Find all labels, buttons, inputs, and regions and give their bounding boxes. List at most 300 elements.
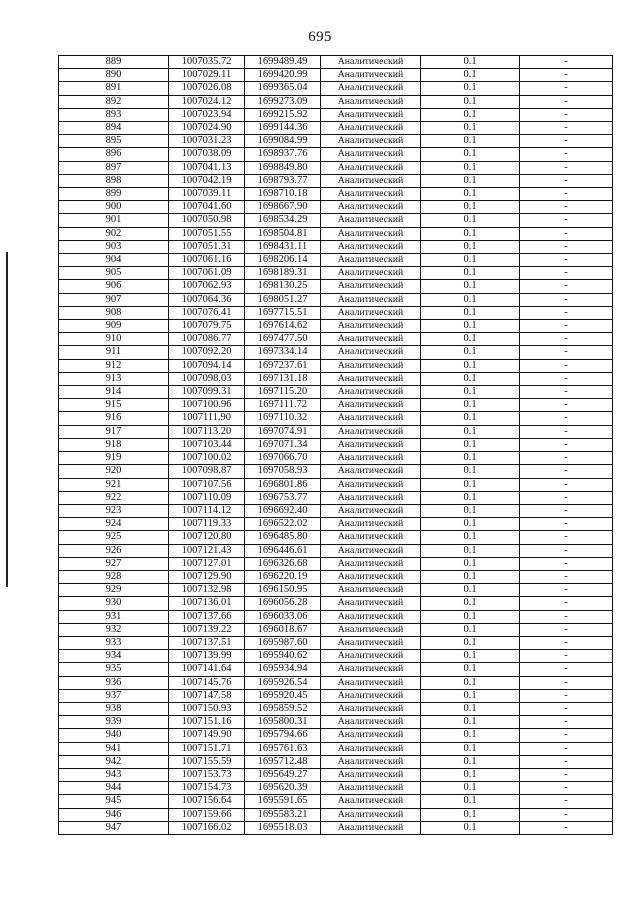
x-coordinate-cell: 1007139.99 xyxy=(169,650,245,663)
note-cell: - xyxy=(520,531,613,544)
point-number-cell: 905 xyxy=(59,267,169,280)
note-cell: - xyxy=(520,544,613,557)
x-coordinate-cell: 1007151.16 xyxy=(169,716,245,729)
point-number-cell: 922 xyxy=(59,491,169,504)
table-row xyxy=(59,782,613,795)
accuracy-cell: 0.1 xyxy=(421,782,520,795)
note-cell: - xyxy=(520,333,613,346)
note-cell: - xyxy=(520,438,613,451)
table-row xyxy=(59,135,613,148)
x-coordinate-cell: 1007137.66 xyxy=(169,610,245,623)
y-coordinate-cell: 1695583.21 xyxy=(245,808,321,821)
y-coordinate-cell: 1696150.95 xyxy=(245,584,321,597)
y-coordinate-cell: 1696446.61 xyxy=(245,544,321,557)
point-number-cell: 932 xyxy=(59,623,169,636)
method-cell: Аналитический xyxy=(321,702,421,715)
table-row xyxy=(59,544,613,557)
accuracy-cell: 0.1 xyxy=(421,280,520,293)
accuracy-cell: 0.1 xyxy=(421,161,520,174)
note-cell: - xyxy=(520,161,613,174)
x-coordinate-cell: 1007038.09 xyxy=(169,148,245,161)
y-coordinate-cell: 1697066.70 xyxy=(245,452,321,465)
y-coordinate-cell: 1697071.34 xyxy=(245,438,321,451)
table-row xyxy=(59,82,613,95)
note-cell: - xyxy=(520,56,613,69)
y-coordinate-cell: 1697110.32 xyxy=(245,412,321,425)
accuracy-cell: 0.1 xyxy=(421,518,520,531)
y-coordinate-cell: 1698937.76 xyxy=(245,148,321,161)
table-row xyxy=(59,689,613,702)
table-row xyxy=(59,108,613,121)
note-cell: - xyxy=(520,768,613,781)
table-row xyxy=(59,531,613,544)
table-row xyxy=(59,227,613,240)
note-cell: - xyxy=(520,782,613,795)
table-row xyxy=(59,56,613,69)
method-cell: Аналитический xyxy=(321,320,421,333)
x-coordinate-cell: 1007024.12 xyxy=(169,95,245,108)
accuracy-cell: 0.1 xyxy=(421,240,520,253)
accuracy-cell: 0.1 xyxy=(421,623,520,636)
table-row xyxy=(59,702,613,715)
x-coordinate-cell: 1007149.90 xyxy=(169,729,245,742)
table-row xyxy=(59,306,613,319)
note-cell: - xyxy=(520,122,613,135)
method-cell: Аналитический xyxy=(321,504,421,517)
x-coordinate-cell: 1007061.16 xyxy=(169,254,245,267)
note-cell: - xyxy=(520,372,613,385)
point-number-cell: 907 xyxy=(59,293,169,306)
note-cell: - xyxy=(520,465,613,478)
y-coordinate-cell: 1696033.06 xyxy=(245,610,321,623)
accuracy-cell: 0.1 xyxy=(421,56,520,69)
method-cell: Аналитический xyxy=(321,438,421,451)
point-number-cell: 938 xyxy=(59,702,169,715)
x-coordinate-cell: 1007166.02 xyxy=(169,821,245,834)
note-cell: - xyxy=(520,610,613,623)
x-coordinate-cell: 1007107.56 xyxy=(169,478,245,491)
note-cell: - xyxy=(520,320,613,333)
x-coordinate-cell: 1007120.80 xyxy=(169,531,245,544)
point-number-cell: 901 xyxy=(59,214,169,227)
y-coordinate-cell: 1699084.99 xyxy=(245,135,321,148)
accuracy-cell: 0.1 xyxy=(421,95,520,108)
method-cell: Аналитический xyxy=(321,663,421,676)
accuracy-cell: 0.1 xyxy=(421,531,520,544)
table-row xyxy=(59,293,613,306)
accuracy-cell: 0.1 xyxy=(421,795,520,808)
method-cell: Аналитический xyxy=(321,161,421,174)
note-cell: - xyxy=(520,201,613,214)
point-number-cell: 933 xyxy=(59,636,169,649)
y-coordinate-cell: 1696801.86 xyxy=(245,478,321,491)
note-cell: - xyxy=(520,729,613,742)
y-coordinate-cell: 1696522.02 xyxy=(245,518,321,531)
y-coordinate-cell: 1697131.18 xyxy=(245,372,321,385)
table-row xyxy=(59,69,613,82)
point-number-cell: 915 xyxy=(59,399,169,412)
y-coordinate-cell: 1697614.62 xyxy=(245,320,321,333)
x-coordinate-cell: 1007145.76 xyxy=(169,676,245,689)
table-row xyxy=(59,399,613,412)
point-number-cell: 919 xyxy=(59,452,169,465)
x-coordinate-cell: 1007114.12 xyxy=(169,504,245,517)
note-cell: - xyxy=(520,702,613,715)
point-number-cell: 946 xyxy=(59,808,169,821)
x-coordinate-cell: 1007062.93 xyxy=(169,280,245,293)
accuracy-cell: 0.1 xyxy=(421,491,520,504)
note-cell: - xyxy=(520,821,613,834)
accuracy-cell: 0.1 xyxy=(421,465,520,478)
point-number-cell: 941 xyxy=(59,742,169,755)
method-cell: Аналитический xyxy=(321,452,421,465)
table-row xyxy=(59,267,613,280)
note-cell: - xyxy=(520,597,613,610)
table-row xyxy=(59,491,613,504)
table-row xyxy=(59,597,613,610)
table-row xyxy=(59,478,613,491)
x-coordinate-cell: 1007111.90 xyxy=(169,412,245,425)
accuracy-cell: 0.1 xyxy=(421,808,520,821)
point-number-cell: 918 xyxy=(59,438,169,451)
x-coordinate-cell: 1007141.64 xyxy=(169,663,245,676)
x-coordinate-cell: 1007100.96 xyxy=(169,399,245,412)
accuracy-cell: 0.1 xyxy=(421,504,520,517)
accuracy-cell: 0.1 xyxy=(421,201,520,214)
y-coordinate-cell: 1695761.63 xyxy=(245,742,321,755)
x-coordinate-cell: 1007039.11 xyxy=(169,188,245,201)
x-coordinate-cell: 1007150.93 xyxy=(169,702,245,715)
point-number-cell: 923 xyxy=(59,504,169,517)
y-coordinate-cell: 1697334.14 xyxy=(245,346,321,359)
accuracy-cell: 0.1 xyxy=(421,663,520,676)
note-cell: - xyxy=(520,174,613,187)
note-cell: - xyxy=(520,742,613,755)
method-cell: Аналитический xyxy=(321,795,421,808)
point-number-cell: 921 xyxy=(59,478,169,491)
y-coordinate-cell: 1699365.04 xyxy=(245,82,321,95)
x-coordinate-cell: 1007064.36 xyxy=(169,293,245,306)
note-cell: - xyxy=(520,82,613,95)
table-row xyxy=(59,636,613,649)
table-row xyxy=(59,465,613,478)
point-number-cell: 934 xyxy=(59,650,169,663)
method-cell: Аналитический xyxy=(321,122,421,135)
point-number-cell: 902 xyxy=(59,227,169,240)
y-coordinate-cell: 1695794.66 xyxy=(245,729,321,742)
y-coordinate-cell: 1698206.14 xyxy=(245,254,321,267)
table-row xyxy=(59,768,613,781)
point-number-cell: 899 xyxy=(59,188,169,201)
x-coordinate-cell: 1007127.01 xyxy=(169,557,245,570)
note-cell: - xyxy=(520,135,613,148)
x-coordinate-cell: 1007103.44 xyxy=(169,438,245,451)
page-number: 695 xyxy=(308,29,332,45)
method-cell: Аналитический xyxy=(321,254,421,267)
x-coordinate-cell: 1007035.72 xyxy=(169,56,245,69)
x-coordinate-cell: 1007154.73 xyxy=(169,782,245,795)
x-coordinate-cell: 1007076.41 xyxy=(169,306,245,319)
point-number-cell: 939 xyxy=(59,716,169,729)
table-row xyxy=(59,95,613,108)
method-cell: Аналитический xyxy=(321,95,421,108)
accuracy-cell: 0.1 xyxy=(421,399,520,412)
table-row xyxy=(59,676,613,689)
y-coordinate-cell: 1699489.49 xyxy=(245,56,321,69)
method-cell: Аналитический xyxy=(321,478,421,491)
note-cell: - xyxy=(520,346,613,359)
y-coordinate-cell: 1698051.27 xyxy=(245,293,321,306)
y-coordinate-cell: 1696485.80 xyxy=(245,531,321,544)
method-cell: Аналитический xyxy=(321,148,421,161)
y-coordinate-cell: 1699215.92 xyxy=(245,108,321,121)
accuracy-cell: 0.1 xyxy=(421,174,520,187)
accuracy-cell: 0.1 xyxy=(421,676,520,689)
method-cell: Аналитический xyxy=(321,214,421,227)
x-coordinate-cell: 1007136.01 xyxy=(169,597,245,610)
y-coordinate-cell: 1697715.51 xyxy=(245,306,321,319)
y-coordinate-cell: 1698849.80 xyxy=(245,161,321,174)
y-coordinate-cell: 1697058.93 xyxy=(245,465,321,478)
accuracy-cell: 0.1 xyxy=(421,821,520,834)
method-cell: Аналитический xyxy=(321,689,421,702)
y-coordinate-cell: 1696220.19 xyxy=(245,570,321,583)
point-number-cell: 935 xyxy=(59,663,169,676)
method-cell: Аналитический xyxy=(321,306,421,319)
accuracy-cell: 0.1 xyxy=(421,570,520,583)
point-number-cell: 889 xyxy=(59,56,169,69)
method-cell: Аналитический xyxy=(321,359,421,372)
point-number-cell: 920 xyxy=(59,465,169,478)
table-row xyxy=(59,742,613,755)
y-coordinate-cell: 1695712.48 xyxy=(245,755,321,768)
y-coordinate-cell: 1698189.31 xyxy=(245,267,321,280)
point-number-cell: 894 xyxy=(59,122,169,135)
table-row xyxy=(59,570,613,583)
accuracy-cell: 0.1 xyxy=(421,306,520,319)
point-number-cell: 925 xyxy=(59,531,169,544)
accuracy-cell: 0.1 xyxy=(421,768,520,781)
note-cell: - xyxy=(520,306,613,319)
note-cell: - xyxy=(520,689,613,702)
note-cell: - xyxy=(520,108,613,121)
note-cell: - xyxy=(520,227,613,240)
table-row xyxy=(59,518,613,531)
table-row xyxy=(59,214,613,227)
accuracy-cell: 0.1 xyxy=(421,122,520,135)
method-cell: Аналитический xyxy=(321,425,421,438)
y-coordinate-cell: 1698667.90 xyxy=(245,201,321,214)
method-cell: Аналитический xyxy=(321,69,421,82)
y-coordinate-cell: 1699144.36 xyxy=(245,122,321,135)
accuracy-cell: 0.1 xyxy=(421,557,520,570)
accuracy-cell: 0.1 xyxy=(421,372,520,385)
table-row xyxy=(59,504,613,517)
x-coordinate-cell: 1007051.55 xyxy=(169,227,245,240)
point-number-cell: 891 xyxy=(59,82,169,95)
point-number-cell: 893 xyxy=(59,108,169,121)
y-coordinate-cell: 1695934.94 xyxy=(245,663,321,676)
scan-margin-mark xyxy=(6,252,8,587)
note-cell: - xyxy=(520,386,613,399)
x-coordinate-cell: 1007026.08 xyxy=(169,82,245,95)
x-coordinate-cell: 1007092.20 xyxy=(169,346,245,359)
method-cell: Аналитический xyxy=(321,557,421,570)
accuracy-cell: 0.1 xyxy=(421,702,520,715)
point-number-cell: 896 xyxy=(59,148,169,161)
table-row xyxy=(59,438,613,451)
point-number-cell: 916 xyxy=(59,412,169,425)
x-coordinate-cell: 1007156.64 xyxy=(169,795,245,808)
x-coordinate-cell: 1007147.58 xyxy=(169,689,245,702)
x-coordinate-cell: 1007110.09 xyxy=(169,491,245,504)
y-coordinate-cell: 1697074.91 xyxy=(245,425,321,438)
method-cell: Аналитический xyxy=(321,267,421,280)
note-cell: - xyxy=(520,636,613,649)
accuracy-cell: 0.1 xyxy=(421,333,520,346)
table-row xyxy=(59,650,613,663)
x-coordinate-cell: 1007042.19 xyxy=(169,174,245,187)
method-cell: Аналитический xyxy=(321,465,421,478)
accuracy-cell: 0.1 xyxy=(421,636,520,649)
y-coordinate-cell: 1699420.99 xyxy=(245,69,321,82)
x-coordinate-cell: 1007151.71 xyxy=(169,742,245,755)
note-cell: - xyxy=(520,808,613,821)
y-coordinate-cell: 1696018.67 xyxy=(245,623,321,636)
method-cell: Аналитический xyxy=(321,346,421,359)
y-coordinate-cell: 1696692.40 xyxy=(245,504,321,517)
accuracy-cell: 0.1 xyxy=(421,755,520,768)
x-coordinate-cell: 1007099.31 xyxy=(169,386,245,399)
table-row xyxy=(59,254,613,267)
table-row xyxy=(59,161,613,174)
table-row xyxy=(59,148,613,161)
table-row xyxy=(59,372,613,385)
accuracy-cell: 0.1 xyxy=(421,359,520,372)
note-cell: - xyxy=(520,148,613,161)
x-coordinate-cell: 1007050.98 xyxy=(169,214,245,227)
x-coordinate-cell: 1007098.03 xyxy=(169,372,245,385)
point-number-cell: 928 xyxy=(59,570,169,583)
x-coordinate-cell: 1007155.59 xyxy=(169,755,245,768)
point-number-cell: 917 xyxy=(59,425,169,438)
method-cell: Аналитический xyxy=(321,716,421,729)
y-coordinate-cell: 1695859.52 xyxy=(245,702,321,715)
point-number-cell: 900 xyxy=(59,201,169,214)
accuracy-cell: 0.1 xyxy=(421,716,520,729)
x-coordinate-cell: 1007100.02 xyxy=(169,452,245,465)
method-cell: Аналитический xyxy=(321,610,421,623)
method-cell: Аналитический xyxy=(321,227,421,240)
method-cell: Аналитический xyxy=(321,729,421,742)
accuracy-cell: 0.1 xyxy=(421,689,520,702)
point-number-cell: 936 xyxy=(59,676,169,689)
method-cell: Аналитический xyxy=(321,280,421,293)
table-row xyxy=(59,610,613,623)
method-cell: Аналитический xyxy=(321,808,421,821)
note-cell: - xyxy=(520,491,613,504)
point-number-cell: 898 xyxy=(59,174,169,187)
point-number-cell: 890 xyxy=(59,69,169,82)
method-cell: Аналитический xyxy=(321,240,421,253)
method-cell: Аналитический xyxy=(321,412,421,425)
coordinates-table xyxy=(58,55,613,835)
point-number-cell: 942 xyxy=(59,755,169,768)
point-number-cell: 892 xyxy=(59,95,169,108)
accuracy-cell: 0.1 xyxy=(421,267,520,280)
accuracy-cell: 0.1 xyxy=(421,135,520,148)
y-coordinate-cell: 1695591.65 xyxy=(245,795,321,808)
method-cell: Аналитический xyxy=(321,584,421,597)
y-coordinate-cell: 1696326.68 xyxy=(245,557,321,570)
y-coordinate-cell: 1698534.29 xyxy=(245,214,321,227)
y-coordinate-cell: 1698431.11 xyxy=(245,240,321,253)
method-cell: Аналитический xyxy=(321,623,421,636)
x-coordinate-cell: 1007024.90 xyxy=(169,122,245,135)
table-row xyxy=(59,346,613,359)
x-coordinate-cell: 1007113.20 xyxy=(169,425,245,438)
table-row xyxy=(59,623,613,636)
method-cell: Аналитический xyxy=(321,333,421,346)
table-row xyxy=(59,729,613,742)
note-cell: - xyxy=(520,293,613,306)
y-coordinate-cell: 1698504.81 xyxy=(245,227,321,240)
table-row xyxy=(59,716,613,729)
accuracy-cell: 0.1 xyxy=(421,412,520,425)
table-row xyxy=(59,795,613,808)
y-coordinate-cell: 1699273.09 xyxy=(245,95,321,108)
y-coordinate-cell: 1697111.72 xyxy=(245,399,321,412)
accuracy-cell: 0.1 xyxy=(421,82,520,95)
method-cell: Аналитический xyxy=(321,570,421,583)
accuracy-cell: 0.1 xyxy=(421,478,520,491)
point-number-cell: 913 xyxy=(59,372,169,385)
method-cell: Аналитический xyxy=(321,491,421,504)
y-coordinate-cell: 1696753.77 xyxy=(245,491,321,504)
note-cell: - xyxy=(520,399,613,412)
accuracy-cell: 0.1 xyxy=(421,320,520,333)
y-coordinate-cell: 1695518.03 xyxy=(245,821,321,834)
y-coordinate-cell: 1696056.28 xyxy=(245,597,321,610)
table-row xyxy=(59,557,613,570)
point-number-cell: 945 xyxy=(59,795,169,808)
table-row xyxy=(59,320,613,333)
point-number-cell: 912 xyxy=(59,359,169,372)
method-cell: Аналитический xyxy=(321,372,421,385)
x-coordinate-cell: 1007051.31 xyxy=(169,240,245,253)
note-cell: - xyxy=(520,795,613,808)
note-cell: - xyxy=(520,95,613,108)
x-coordinate-cell: 1007031.23 xyxy=(169,135,245,148)
note-cell: - xyxy=(520,412,613,425)
note-cell: - xyxy=(520,69,613,82)
method-cell: Аналитический xyxy=(321,56,421,69)
accuracy-cell: 0.1 xyxy=(421,544,520,557)
accuracy-cell: 0.1 xyxy=(421,597,520,610)
point-number-cell: 944 xyxy=(59,782,169,795)
table-row xyxy=(59,280,613,293)
point-number-cell: 931 xyxy=(59,610,169,623)
point-number-cell: 909 xyxy=(59,320,169,333)
accuracy-cell: 0.1 xyxy=(421,452,520,465)
table-row xyxy=(59,808,613,821)
y-coordinate-cell: 1697237.61 xyxy=(245,359,321,372)
x-coordinate-cell: 1007139.22 xyxy=(169,623,245,636)
method-cell: Аналитический xyxy=(321,742,421,755)
table-row xyxy=(59,663,613,676)
method-cell: Аналитический xyxy=(321,174,421,187)
y-coordinate-cell: 1695620.39 xyxy=(245,782,321,795)
